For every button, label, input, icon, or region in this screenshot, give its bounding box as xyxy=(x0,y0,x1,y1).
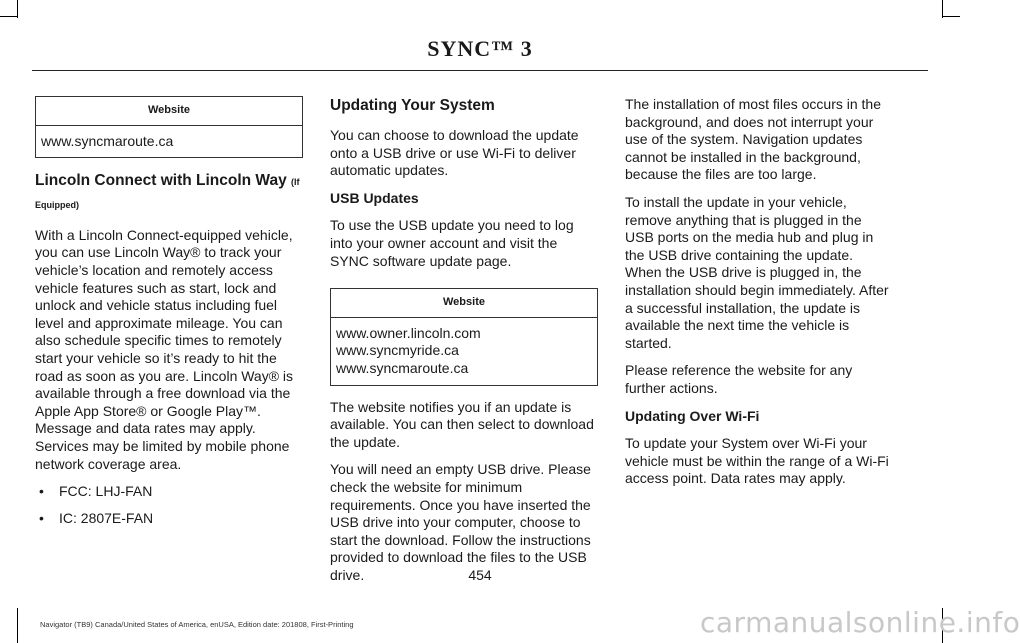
paragraph: You can choose to download the update onto a USB drive or use Wi-Fi to deliver automatic updates. xyxy=(330,127,579,179)
bullet-list xyxy=(35,483,303,527)
paragraph: With a Lincoln Connect-equipped vehicle, you can use Lincoln Way® to track your vehicle’s location and remotely access vehicle features such as start, lock and unlock and vehicle status including fuel level and approximate mileage. You can also schedule specific times to remotely start your vehicle so it’s ready to hit the road as soon as you are. Lincoln Way® is available through a free download via the Apple App Store® or Google Play™. Message and data rates may apply. Services may be limited by mobile phone network coverage area. xyxy=(35,226,294,472)
paragraph: To use the USB update you need to log into your owner account and visit the SYNC software update page. xyxy=(330,217,574,269)
list-item: • FCC: LHJ-FAN xyxy=(35,483,303,501)
crop-mark-top-right-h xyxy=(942,16,960,17)
paragraph: The website notifies you if an update is available. You can then select to download the update. xyxy=(330,398,594,450)
page-header-title: SYNC™ 3 xyxy=(427,36,533,61)
section-heading-updating-system: Updating Your System xyxy=(330,97,495,114)
column-right xyxy=(625,96,893,498)
page-number: 454 xyxy=(468,567,492,583)
section-heading-lincoln-connect xyxy=(35,171,303,192)
subheading-usb-updates: USB Updates xyxy=(330,189,419,206)
header-divider xyxy=(32,70,928,71)
paragraph: To install the update in your vehicle, remove anything that is plugged in the USB ports on the media hub and plug in the USB drive containing the update. When the USB drive is plugged in, the installation should begin immediately. After a successful installation, the update is available the next time the vehicle is started. xyxy=(625,193,889,351)
subheading-wifi-updates: Updating Over Wi-Fi xyxy=(625,407,760,424)
crop-mark-bottom-left-v xyxy=(17,608,18,643)
table-header: Website xyxy=(36,97,303,126)
heading-text: Lincoln Connect with Lincoln Way xyxy=(35,172,287,190)
website-url: www.owner.lincoln.com xyxy=(336,324,481,341)
paragraph: Please reference the website for any further actions. xyxy=(625,362,853,396)
table-cell xyxy=(331,317,598,385)
crop-mark-top-left-h xyxy=(0,16,18,17)
heading-note: (If xyxy=(291,177,300,188)
footer-edition-info: Navigator (TB9) Canada/United States of America, enUSA, Edition date: 201808, First-Printing xyxy=(40,620,354,629)
website-url: www.syncmyride.ca xyxy=(336,342,459,359)
paragraph: You will need an empty USB drive. Please check the website for minimum requirements. Once you have inserted the USB drive into your computer, choose to start the download. Follow the instructions provided to download the files to the USB drive. xyxy=(330,461,591,583)
column-middle xyxy=(330,96,598,594)
table-cell xyxy=(36,125,303,158)
heading-note-continued: Equipped) xyxy=(35,200,79,211)
crop-mark-top-right-v xyxy=(942,0,943,18)
crop-mark-top-left-v xyxy=(17,0,18,18)
website-url: www.syncmaroute.ca xyxy=(336,359,469,376)
column-left xyxy=(35,96,303,536)
list-item: • IC: 2807E-FAN xyxy=(35,510,303,528)
website-url: www.syncmaroute.ca xyxy=(41,132,174,149)
website-table-1 xyxy=(35,96,303,158)
paragraph: To update your System over Wi-Fi your vehicle must be within the range of a Wi-Fi access point. Data rates may apply. xyxy=(625,435,889,487)
paragraph: The installation of most files occurs in the background, and does not interrupt your use of the system. Navigation updates cannot be installed in the background, because the files are too large. xyxy=(625,96,882,183)
table-header: Website xyxy=(331,289,598,318)
watermark: carmanualsonline.info xyxy=(700,606,1020,639)
website-table-2 xyxy=(330,288,598,385)
